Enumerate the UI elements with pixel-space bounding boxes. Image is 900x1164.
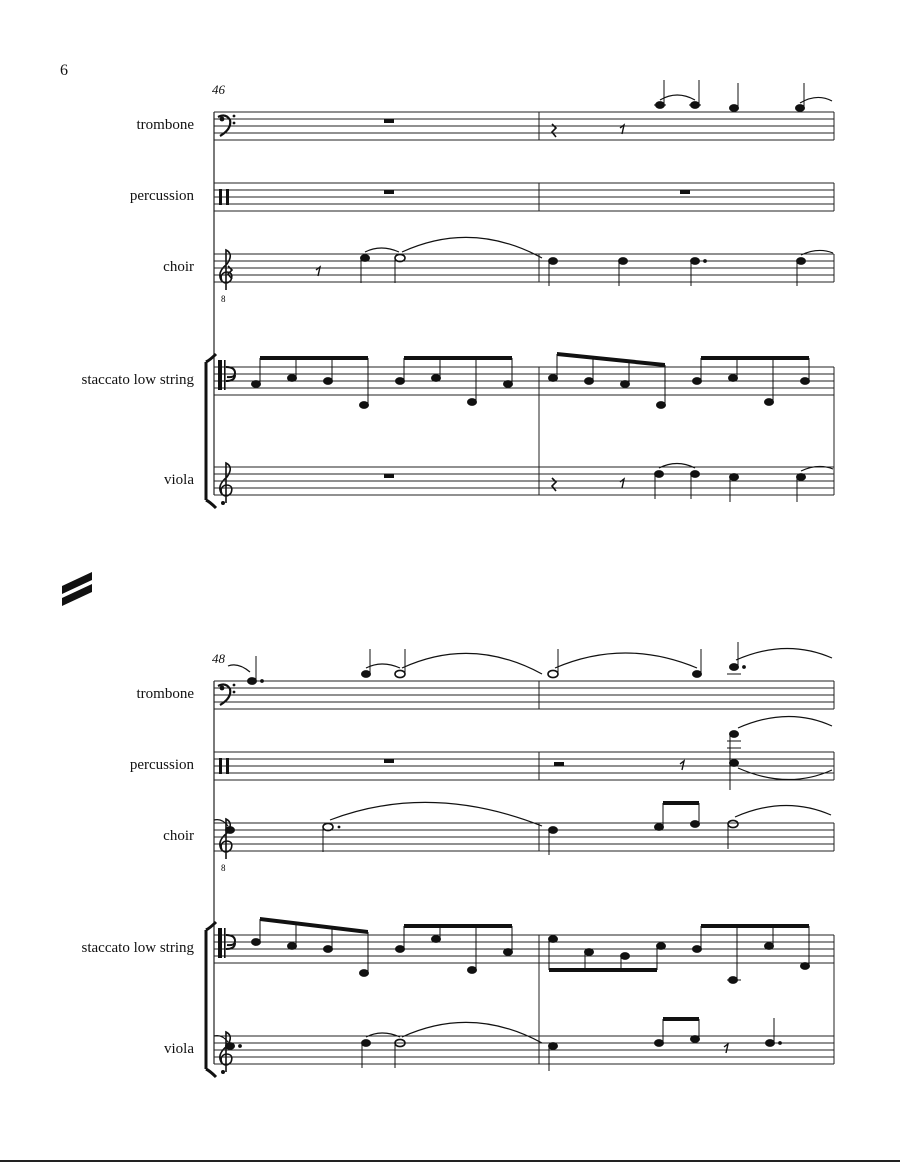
- system-2: [206, 642, 834, 1077]
- label-viola-2: viola: [164, 1041, 194, 1057]
- system-1: [206, 80, 834, 508]
- label-staccato-low-string-1: staccato low string: [81, 372, 194, 388]
- staff-viola-1: [214, 467, 834, 495]
- label-viola-1: viola: [164, 472, 194, 488]
- page-number: 6: [60, 62, 68, 79]
- page-bottom-rule: [0, 1160, 900, 1162]
- system-break-icon: [62, 572, 92, 606]
- staff-choir-2: [214, 823, 834, 851]
- label-trombone-1: trombone: [136, 117, 194, 133]
- label-staccato-low-string-2: staccato low string: [81, 940, 194, 956]
- staff-staccato-low-string-1: [214, 367, 834, 395]
- tenor-clef-icon: [218, 928, 235, 958]
- label-percussion-1: percussion: [129, 188, 194, 204]
- staff-percussion-2: [214, 752, 834, 780]
- staff-trombone-1: [214, 112, 834, 140]
- measure-number-46: 46: [212, 82, 225, 97]
- staff-viola-2: [214, 1036, 834, 1064]
- measure-number-48: 48: [212, 651, 225, 666]
- label-trombone-2: trombone: [136, 686, 194, 702]
- staff-percussion-1: [214, 183, 834, 211]
- treble-clef-icon: [220, 463, 232, 505]
- staff-trombone-2: [214, 681, 834, 709]
- label-percussion-2: percussion: [129, 757, 194, 773]
- label-choir-1: choir: [163, 259, 194, 275]
- staff-choir-1: [214, 254, 834, 282]
- svg-text:8: 8: [221, 863, 226, 873]
- label-choir-2: choir: [163, 828, 194, 844]
- staff-staccato-low-string-2: [214, 935, 834, 963]
- svg-text:8: 8: [221, 294, 226, 304]
- tenor-clef-icon: [218, 360, 235, 390]
